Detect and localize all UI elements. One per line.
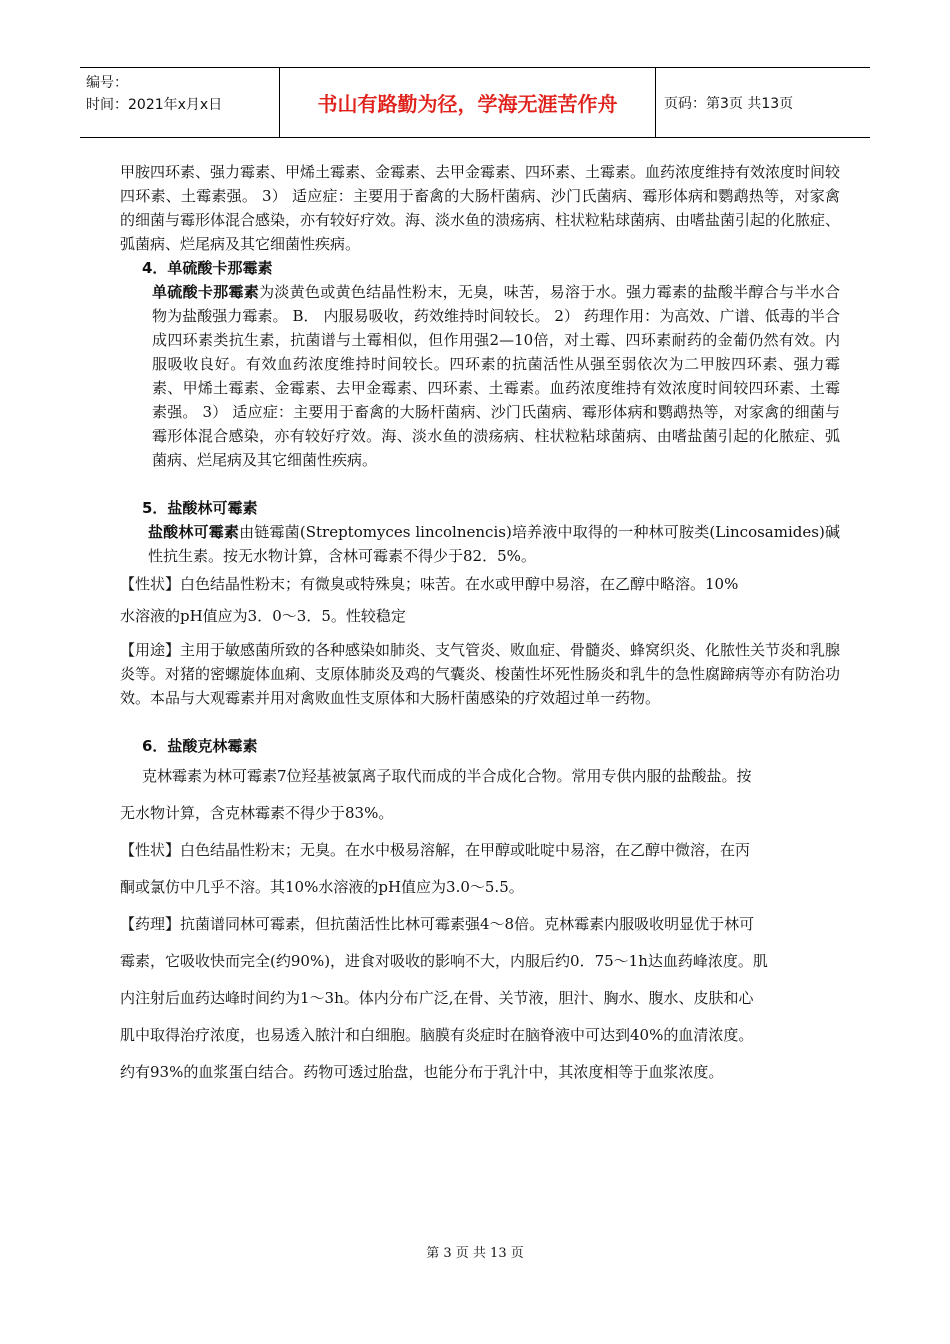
section-4-text: 为淡黄色或黄色结晶性粉末，无臭，味苦，易溶于水。强力霉素的盐酸半醇合与半水合物为盐酸强力霉素。 B． 内服易吸收，药效维持时间较长。 2） 药理作用：为高效、广谱、低毒的半合成四环素类抗生素，抗菌谱与土霉相似，但作用强2—10倍，对土霉、四环素耐药的金葡仍然有效。内服吸收良好。有效血药浓度维持时间较长。四环素的抗菌活性从强至弱依次为二甲胺四环素、强力霉素、甲烯土霉素、金霉素、去甲金霉素、四环素、土霉素。血药浓度维持有效浓度时间较四环素、土霉素强。 3） 适应症：主要用于畜禽的大肠杆菌病、沙门氏菌病、霉形体病和鹦鹉热等，对家禽的细菌与霉形体混合感染，亦有较好疗效。海、淡水鱼的溃疡病、柱状粒粘球菌病、由嗜盐菌引起的化脓症、弧菌病、烂尾病及其它细菌性疾病。 xyxy=(152,283,840,469)
header-motto: 书山有路勤为径，学海无涯苦作舟 xyxy=(280,68,656,137)
section-6-line-2: 无水物计算，含克林霉素不得少于83%。 xyxy=(120,804,394,822)
section-4-heading: 4．单硫酸卡那霉素 xyxy=(142,259,273,277)
section-6-line-5: 【药理】抗菌谱同林可霉素，但抗菌活性比林可霉素强4～8倍。克林霉素内服吸收明显优于林可 xyxy=(120,915,755,933)
header-page-code: 页码：第3页 共13页 xyxy=(664,95,794,112)
section-6-line-4: 酮或氯仿中几乎不溶。其10%水溶液的pH值应为3.0～5.5。 xyxy=(120,878,524,896)
section-5-properties: 【性状】白色结晶性粉末；有微臭或特殊臭；味苦。在水或甲醇中易溶，在乙醇中略溶。10% xyxy=(120,575,739,593)
paragraph-continued: 甲胺四环素、强力霉素、甲烯土霉素、金霉素、去甲金霉素、四环素、土霉素。血药浓度维持有效浓度时间较四环素、土霉素强。 3） 适应症：主要用于畜禽的大肠杆菌病、沙门氏菌病、霉形体病和鹦鹉热等，对家禽的细菌与霉形体混合感染，亦有较好疗效。海、淡水鱼的溃疡病、柱状粒粘球菌病、由嗜盐菌引起的化脓症、弧菌病、烂尾病及其它细菌性疾病。 xyxy=(120,163,841,253)
document-number-label: 编号： xyxy=(86,75,128,91)
header-info-cell xyxy=(80,68,280,137)
section-6-line-9: 约有93%的血浆蛋白结合。药物可透过胎盘，也能分布于乳汁中，其浓度相等于血浆浓度。 xyxy=(120,1063,724,1081)
section-6-line-8: 肌中取得治疗浓度，也易透入脓汁和白细胞。脑膜有炎症时在脑脊液中可达到40%的血清浓度。 xyxy=(120,1026,754,1044)
section-6-line-6: 霉素，它吸收快而完全(约90%)，进食对吸收的影响不大，内服后约0．75～1h达血药峰浓度。肌 xyxy=(120,952,768,970)
section-4-drug-name: 单硫酸卡那霉素 xyxy=(152,283,260,301)
section-6-line-3: 【性状】白色结晶性粉末；无臭。在水中极易溶解，在甲醇或吡啶中易溶，在乙醇中微溶，在丙 xyxy=(120,841,751,859)
page-footer: 第 3 页 共 13 页 xyxy=(426,1246,524,1261)
section-5-drug-name: 盐酸林可霉素 xyxy=(148,523,240,541)
section-6-heading: 6．盐酸克林霉素 xyxy=(142,737,258,755)
section-5-text: 由链霉菌(Streptomyces lincolnencis)培养液中取得的一种林可胺类(Lincosamides)碱性抗生素。按无水物计算，含林可霉素不得少于82．5%。 xyxy=(148,523,840,565)
section-6-line-1: 克林霉素为林可霉素7位羟基被氯离子取代而成的半合成化合物。常用专供内服的盐酸盐。按 xyxy=(142,767,752,785)
section-6-line-7: 内注射后血药达峰时间约为1～3h。体内分布广泛,在骨、关节液，胆汁、胸水、腹水、皮肤和心 xyxy=(120,989,754,1007)
section-4-paragraph xyxy=(120,280,840,472)
document-date: 时间：2021年x月x日 xyxy=(86,97,223,113)
page-header xyxy=(80,67,870,138)
section-5-heading: 5．盐酸林可霉素 xyxy=(142,499,258,517)
document-body xyxy=(120,160,840,1091)
section-5-paragraph xyxy=(120,520,840,568)
section-5-ph: 水溶液的pH值应为3．0～3．5。性较稳定 xyxy=(120,607,406,625)
section-5-usage: 【用途】主用于敏感菌所致的各种感染如肺炎、支气管炎、败血症、骨髓炎、蜂窝织炎、化脓性关节炎和乳腺炎等。对猪的密螺旋体血痢、支原体肺炎及鸡的气囊炎、梭菌性坏死性肠炎和乳牛的急性腐蹄病等亦有防治功效。本品与大观霉素并用对禽败血性支原体和大肠杆菌感染的疗效超过单一药物。 xyxy=(120,641,841,707)
